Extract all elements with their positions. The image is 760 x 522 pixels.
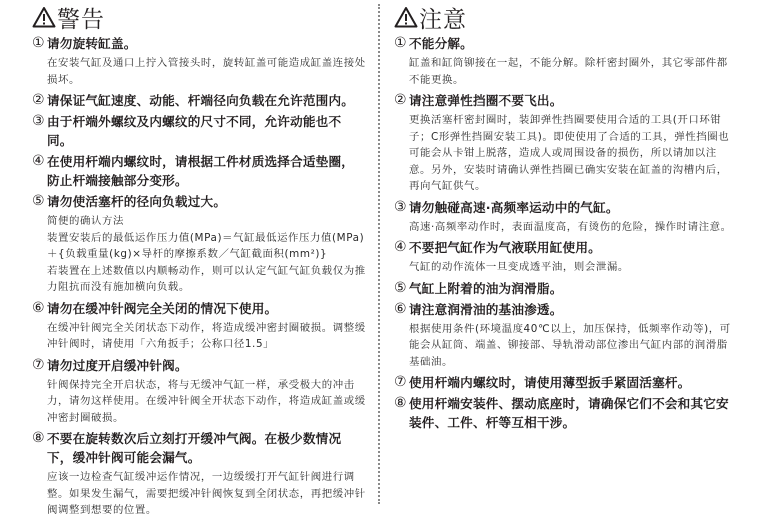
item-heading — [394, 238, 734, 257]
item-body — [47, 320, 366, 353]
warning-item — [32, 152, 366, 190]
item-body-paragraph: 应该一边检查气缸缓冲运作情况，一边缓缓打开气缸针阀进行调整。如果发生漏气，需要把缓冲针阀恢复到全闭状态，再把缓冲针阀调整到想要的位置。 — [47, 471, 366, 516]
item-body — [409, 259, 734, 276]
item-body-paragraph: 在缓冲针阀完全关闭状态下动作，将造成缓冲密封圈破损。调整缓冲针阀时，请使用「六角扳手；公称口径1.5」 — [47, 321, 366, 350]
item-number: ⑥ — [32, 299, 45, 316]
warning-list — [32, 34, 366, 519]
warning-item — [32, 299, 366, 353]
item-body — [47, 469, 366, 519]
item-heading-text: 请勿在缓冲针阀完全关闭的情况下使用。 — [47, 300, 278, 316]
item-number: ③ — [32, 113, 45, 129]
item-number: ④ — [32, 153, 45, 169]
item-body-paragraph: 针阀保持完全开启状态，将与无缓冲气缸一样，承受极大的冲击力，请勿这样使用。在缓冲针阀全开状态下动作，将造成缸盖或缓冲密封圈破损。 — [47, 378, 366, 424]
item-number: ④ — [394, 239, 407, 255]
item-number: ⑥ — [394, 300, 407, 317]
caution-item — [394, 300, 734, 371]
item-number: ⑦ — [32, 356, 45, 373]
item-body-paragraph: 若装置在上述数值以内顺畅动作，则可以认定气缸气缸负载仅为推力阻抗而没有施加横向负载。 — [47, 264, 366, 293]
item-body — [47, 213, 366, 296]
item-heading-text: 在使用杆端内螺纹时，请根据工件材质选择合适垫圈，防止杆端接触部分变形。 — [47, 154, 355, 188]
item-heading — [394, 394, 734, 432]
item-body — [47, 55, 366, 88]
item-body — [409, 112, 734, 195]
caution-item — [394, 198, 734, 236]
item-heading-text: 不要在旋转数次后立刻打开缓冲气阀。在极少数情况下，缓冲针阀可能会漏气。 — [47, 431, 342, 465]
item-body-paragraph: 缸盖和缸筒铆接在一起，不能分解。除杆密封圈外，其它零部件都不能更换。 — [409, 57, 728, 86]
item-number: ⑤ — [394, 279, 407, 296]
item-heading-text: 请勿旋转缸盖。 — [47, 36, 137, 51]
item-heading-text: 不能分解。 — [409, 36, 473, 51]
item-heading-text: 不要把气缸作为气液联用缸使用。 — [409, 240, 601, 255]
item-heading-text: 由于杆端外螺纹及内螺纹的尺寸不同，允许动能也不同。 — [47, 114, 342, 148]
item-heading — [32, 112, 366, 150]
caution-item — [394, 279, 734, 298]
warning-item — [32, 356, 366, 427]
item-heading — [32, 429, 366, 467]
item-body-paragraph: 根据使用条件(环境温度40℃以上，加压保持，低频率作动等)，可能会从缸筒、端盖、铆接部、导轨滑动部位渗出气缸内部的润滑脂基础油。 — [409, 322, 731, 368]
warning-title — [32, 2, 366, 32]
item-body-paragraph: 在安装气缸及通口上拧入管接头时，旋转缸盖可能造成缸盖连接处损坏。 — [47, 57, 366, 86]
caution-item — [394, 91, 734, 195]
item-body — [409, 321, 734, 371]
caution-item — [394, 373, 734, 392]
warning-triangle-icon — [32, 6, 56, 28]
item-heading — [394, 279, 734, 298]
item-heading-text: 请注意弹性挡圈不要飞出。 — [409, 93, 563, 108]
item-heading — [32, 152, 366, 190]
caution-item — [394, 394, 734, 432]
dotted-divider — [378, 4, 380, 504]
item-number: ① — [32, 35, 45, 51]
item-body-paragraph: 装置安装后的最低运作压力值(MPa)＝气缸最低运作压力值(MPa)＋{负载重量(kg)×导杆的摩擦系数／气缸截面积(mm²)} — [47, 231, 365, 260]
item-heading — [394, 300, 734, 319]
item-heading — [32, 299, 366, 318]
caution-item — [394, 238, 734, 276]
item-body-paragraph: 简便的确认方法 — [47, 215, 124, 227]
warning-item — [32, 112, 366, 150]
item-heading — [394, 91, 734, 110]
item-number: ⑧ — [32, 430, 45, 446]
item-number: ⑦ — [394, 374, 407, 390]
caution-item — [394, 34, 734, 88]
item-heading-text: 使用杆端安装件、摆动底座时，请确保它们不会和其它安装件、工件、杆等互相干涉。 — [409, 396, 729, 430]
item-body — [47, 377, 366, 427]
item-body-paragraph: 气缸的动作流体一旦变成透平油，则会泄漏。 — [409, 261, 629, 273]
item-heading-text: 请勿使活塞杆的径向负载过大。 — [47, 194, 227, 209]
caution-list — [394, 34, 734, 432]
item-heading — [394, 34, 734, 53]
caution-title — [394, 2, 734, 32]
warning-triangle-icon — [394, 6, 418, 28]
item-heading-text: 使用杆端内螺纹时，请使用薄型扳手紧固活塞杆。 — [409, 375, 691, 390]
warning-section — [32, 0, 366, 522]
item-heading — [394, 198, 734, 217]
item-heading-text: 请保证气缸速度、动能、杆端径向负载在允许范围内。 — [47, 93, 355, 108]
item-heading — [32, 192, 366, 211]
item-body-paragraph: 高速·高频率动作时，表面温度高，有烫伤的危险，操作时请注意。 — [409, 220, 732, 233]
warning-item — [32, 429, 366, 519]
item-heading-text: 气缸上附着的油为润滑脂。 — [409, 280, 563, 296]
item-heading-text: 请注意润滑油的基油渗透。 — [409, 301, 563, 317]
warning-item — [32, 34, 366, 88]
item-number: ② — [394, 92, 407, 108]
item-body — [409, 219, 734, 236]
item-number: ② — [32, 92, 45, 108]
item-number: ③ — [394, 198, 407, 215]
caution-section — [394, 0, 734, 432]
warning-item — [32, 91, 366, 110]
item-number: ⑤ — [32, 193, 45, 209]
item-heading — [32, 356, 366, 375]
item-body-paragraph: 更换活塞杆密封圈时，装卸弹性挡圈要使用合适的工具(开口环钳子；C形弹性挡圈安装工具)。即使使用了合适的工具，弹性挡圈也可能会从卡钳上脱落，造成人或周围设备的损伤，所以请加以注意。另外，安装时请确认弹性挡圈已确实安装在缸盖的沟槽内后，再向气缸供气。 — [409, 114, 730, 192]
caution-title-text: 注意 — [419, 6, 467, 33]
item-heading-text: 请勿过度开启缓冲针阀。 — [47, 357, 188, 373]
item-body — [409, 55, 734, 88]
item-heading — [32, 91, 366, 110]
item-number: ① — [394, 35, 407, 51]
item-number: ⑧ — [394, 395, 407, 411]
warning-item — [32, 192, 366, 296]
item-heading-text: 请勿触碰高速·高频率运动中的气缸。 — [409, 199, 619, 215]
item-heading — [394, 373, 734, 392]
item-heading — [32, 34, 366, 53]
warning-title-text: 警告 — [57, 6, 105, 33]
